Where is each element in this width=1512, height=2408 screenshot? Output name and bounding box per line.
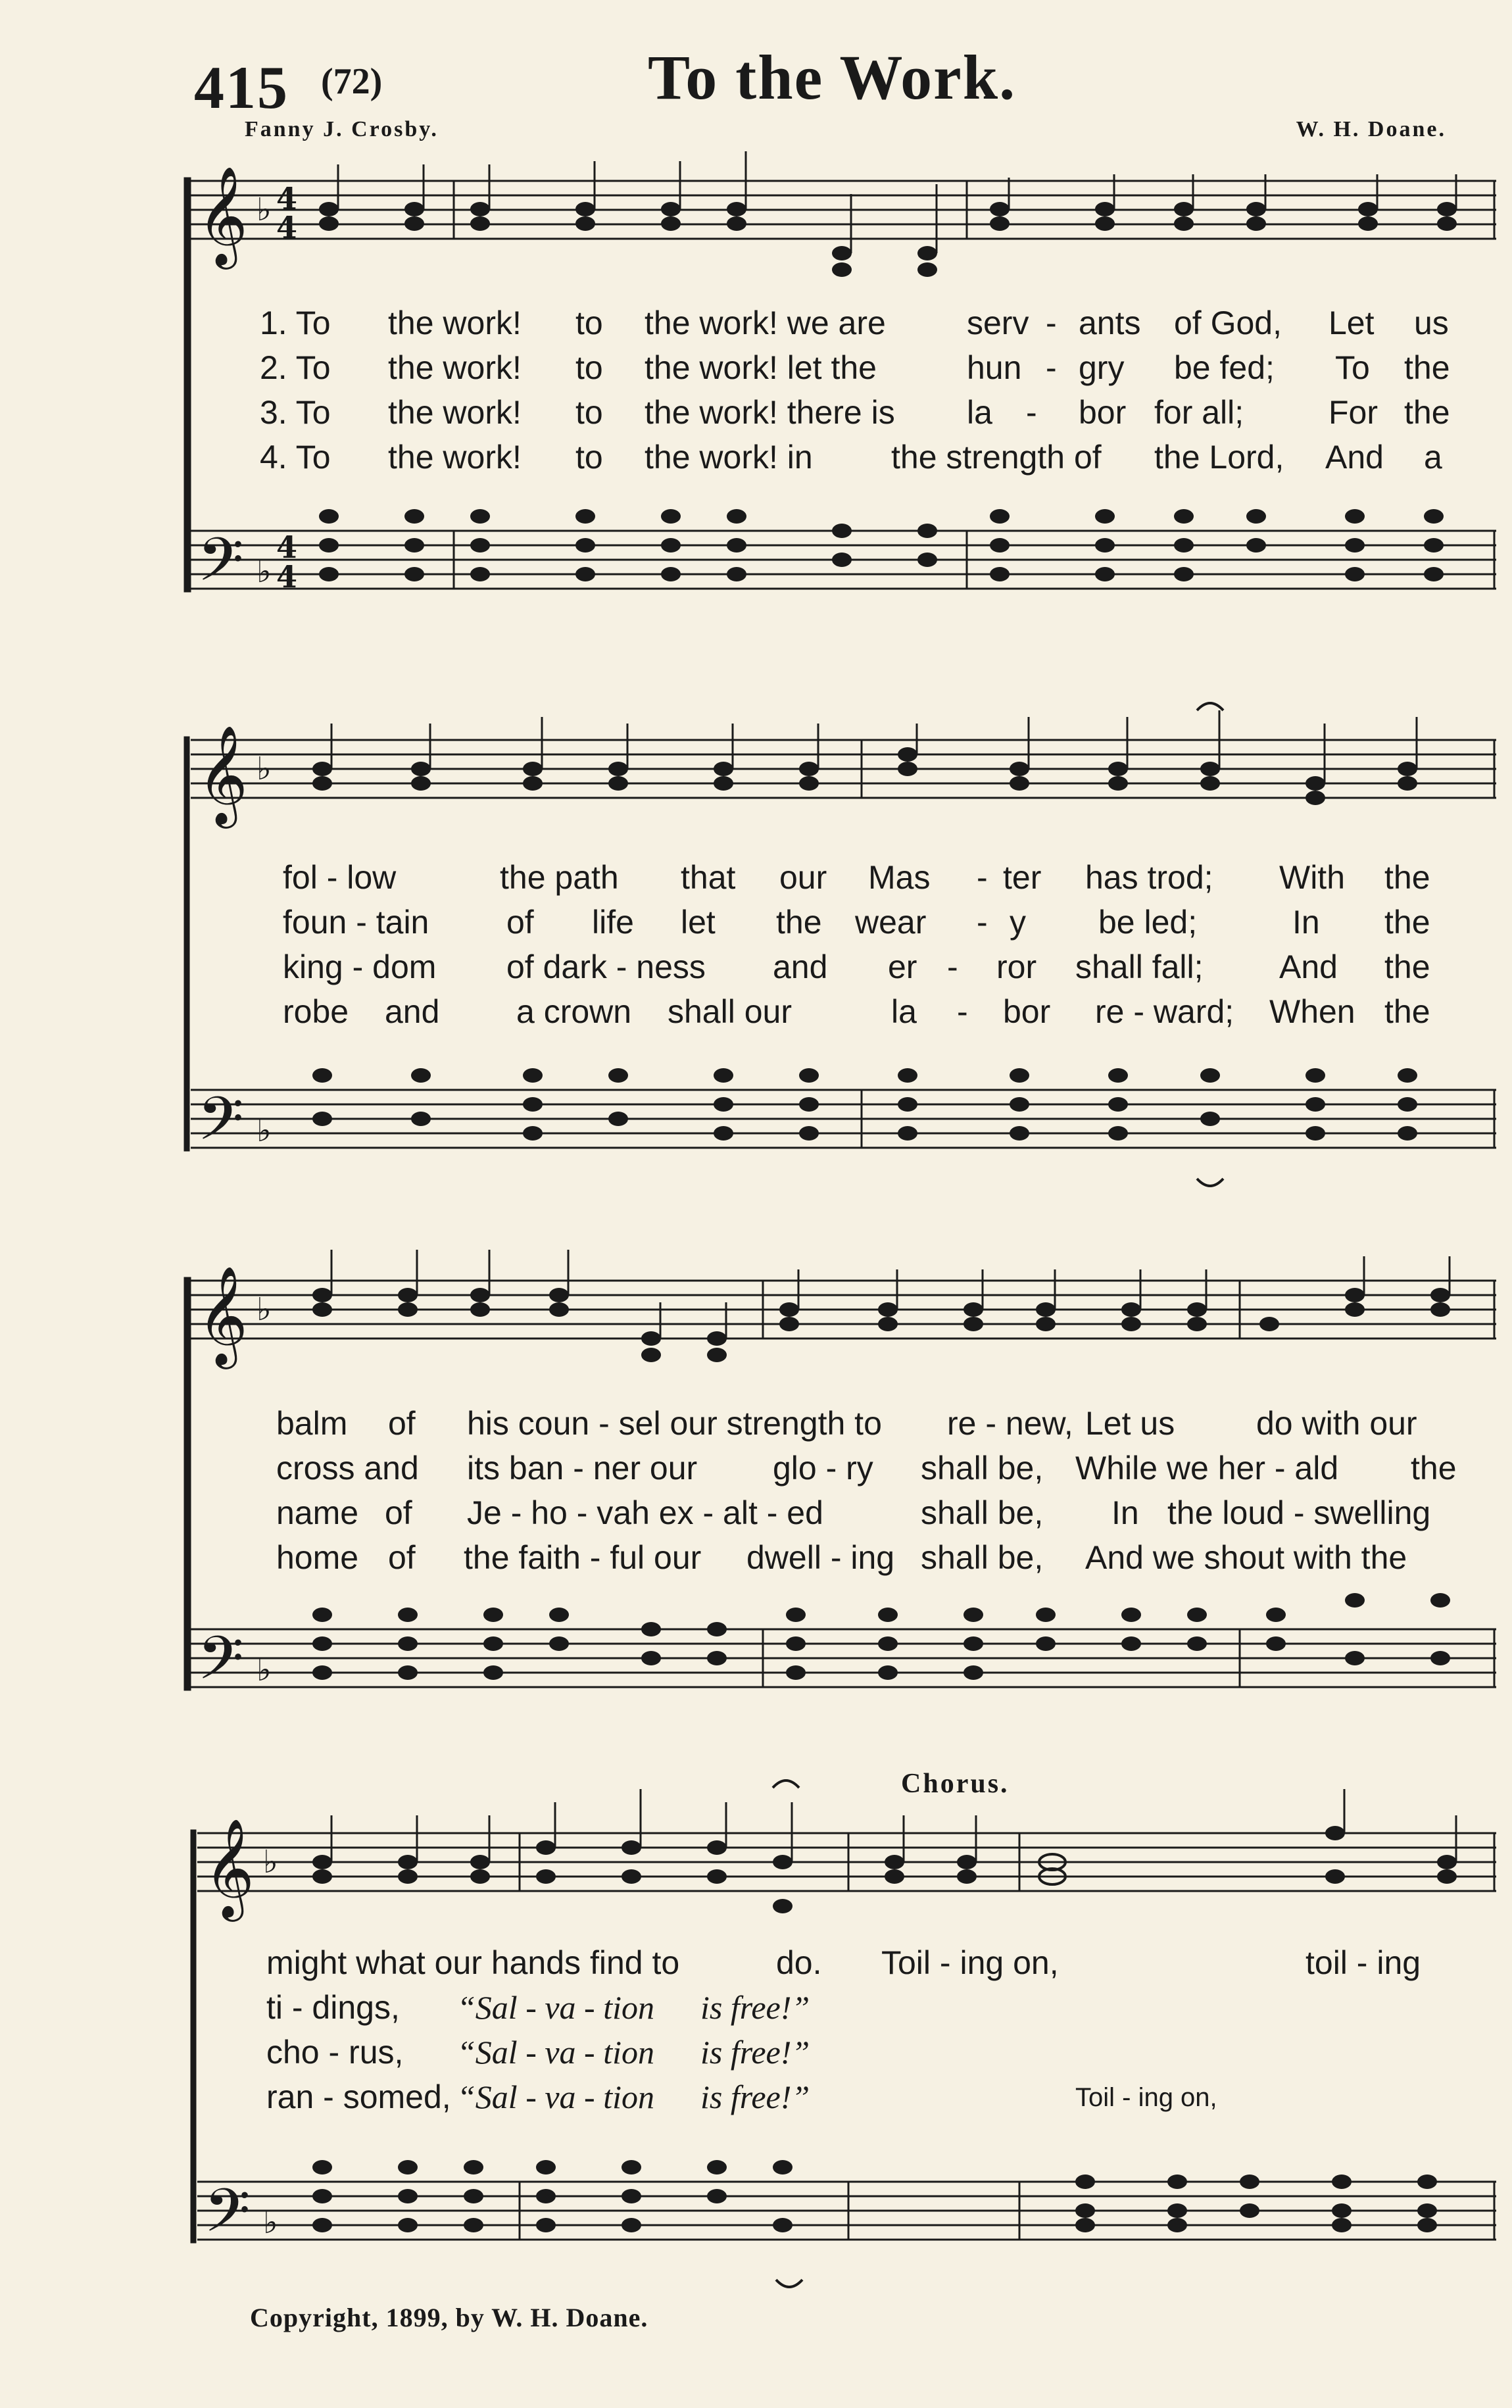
verse2-line2 (0, 903, 1512, 943)
hymn-alt-number: (72) (321, 61, 383, 102)
lyric: In (1292, 904, 1320, 941)
lyric: And (1325, 439, 1384, 476)
lyric: be led; (1098, 904, 1198, 941)
verse2-line4 (0, 1988, 1512, 2028)
svg-text:𝄢: 𝄢 (197, 1623, 244, 1708)
lyric: And we shout with the (1085, 1539, 1407, 1576)
lyric: of (388, 1405, 416, 1442)
lyric: shall be, (921, 1450, 1044, 1487)
lyric: is free!” (700, 2034, 810, 2071)
svg-text:𝄢: 𝄢 (197, 1084, 244, 1168)
lyric: to (575, 439, 603, 476)
svg-text:♭: ♭ (256, 1652, 272, 1688)
verse4-line2 (0, 993, 1512, 1032)
verse4-line4 (0, 2078, 1512, 2117)
lyric: la (967, 394, 992, 431)
svg-text:𝄢: 𝄢 (204, 2176, 251, 2260)
svg-text:4: 4 (276, 181, 298, 216)
lyric: for all; (1154, 394, 1244, 431)
lyric: the work! (388, 394, 522, 431)
lyric: Let us (1085, 1405, 1175, 1442)
hymn-composer: W. H. Doane. (1296, 117, 1446, 141)
lyric: and (385, 993, 440, 1030)
lyric: shall our (668, 993, 792, 1030)
svg-text:𝄞: 𝄞 (197, 1265, 248, 1365)
lyric: ter (1003, 859, 1042, 896)
svg-text:𝄞: 𝄞 (204, 1817, 255, 1917)
lyric: bor (1003, 993, 1051, 1030)
system4-bass-staff (197, 2182, 1496, 2240)
lyric: the Lord, (1154, 439, 1284, 476)
lyric: re - new, (947, 1405, 1073, 1442)
system2-bass-staff (191, 1090, 1496, 1148)
lyric: of (506, 904, 534, 941)
lyric: toil - ing (1305, 1944, 1421, 1981)
lyric: has trod; (1085, 859, 1213, 896)
lyric: of (385, 1494, 412, 1531)
lyric: let (681, 904, 716, 941)
verse1-line3 (0, 1404, 1512, 1444)
lyric: cho - rus, (266, 2034, 404, 2071)
lyric: With (1279, 859, 1345, 896)
lyric: might what our hands find to (266, 1944, 680, 1981)
lyric: - (1026, 394, 1037, 431)
lyric: the faith - ful our (464, 1539, 702, 1576)
hymn-number: 415 (194, 54, 289, 121)
svg-text:𝄞: 𝄞 (197, 724, 248, 824)
lyric: “Sal - va - tion (457, 1989, 654, 2026)
lyric: the work! we are (645, 305, 886, 341)
lyric: the (1404, 349, 1450, 386)
lyric: dwell - ing (746, 1539, 895, 1576)
lyric: shall be, (921, 1539, 1044, 1576)
lyric: ror (996, 948, 1037, 985)
svg-text:𝄞: 𝄞 (197, 165, 248, 265)
lyric: hun (967, 349, 1022, 386)
lyric: and (773, 948, 828, 985)
lyric: Let (1329, 305, 1375, 341)
verse1-line2 (0, 858, 1512, 898)
lyric: the path (500, 859, 619, 896)
lyric: ti - dings, (266, 1989, 400, 2026)
lyric: its ban - ner our (467, 1450, 698, 1487)
lyric: the strength of (891, 439, 1102, 476)
svg-text:♭: ♭ (256, 1112, 272, 1149)
lyric: our (779, 859, 827, 896)
lyric: the work! (388, 349, 522, 386)
lyric: “Sal - va - tion (457, 2034, 654, 2071)
svg-text:♭: ♭ (256, 1291, 272, 1328)
lyric: is free!” (700, 2078, 810, 2115)
lyric: - (977, 904, 988, 941)
lyric: Mas (868, 859, 931, 896)
lyric: balm (276, 1405, 348, 1442)
lyric: the work! (388, 439, 522, 476)
chorus-label: Chorus. (901, 1769, 1010, 1799)
svg-text:𝄢: 𝄢 (197, 525, 244, 609)
svg-text:♭: ♭ (263, 1844, 278, 1880)
lyric: a (1424, 439, 1442, 476)
lyric: do with our (1256, 1405, 1417, 1442)
lyric: Je - ho - vah ex - alt - ed (467, 1494, 823, 1531)
lyric: the (1384, 904, 1430, 941)
lyric: king - dom (283, 948, 437, 985)
hymn-author: Fanny J. Crosby. (245, 117, 439, 141)
lyric: la (891, 993, 917, 1030)
verse3-line3 (0, 1494, 1512, 1533)
lyric: us (1414, 305, 1449, 341)
svg-text:4: 4 (276, 529, 298, 565)
verse3-line1 (0, 393, 1512, 433)
lyric: 3. To (260, 394, 331, 431)
lyric: shall be, (921, 1494, 1044, 1531)
lyric: gry (1079, 349, 1125, 386)
lyric: the work! (388, 305, 522, 341)
verse2-line1 (0, 349, 1512, 388)
lyric: a crown (516, 993, 632, 1030)
verse4-line1 (0, 438, 1512, 478)
svg-text:♭: ♭ (263, 2204, 278, 2241)
svg-text:4: 4 (276, 559, 298, 595)
verse3-line2 (0, 948, 1512, 987)
lyric: - (1046, 349, 1057, 386)
lyric: er (888, 948, 917, 985)
verse2-line3 (0, 1449, 1512, 1488)
verse4-line3 (0, 1538, 1512, 1578)
lyric: “Sal - va - tion (457, 2078, 654, 2115)
lyric: ants (1079, 305, 1141, 341)
system3-bass-staff (191, 1629, 1496, 1687)
svg-text:4: 4 (276, 210, 298, 245)
lyric: While we her - ald (1075, 1450, 1339, 1487)
lyric: wear (855, 904, 927, 941)
lyric: ran - somed, (266, 2078, 451, 2115)
lyric: the loud - swelling (1167, 1494, 1431, 1531)
lyric: the (1384, 948, 1430, 985)
lyric: of (388, 1539, 416, 1576)
lyric: serv (967, 305, 1029, 341)
lyric: name (276, 1494, 359, 1531)
lyric: glo - ry (773, 1450, 873, 1487)
lyric: re - ward; (1095, 993, 1234, 1030)
lyric: - (1046, 305, 1057, 341)
lyric: the (1404, 394, 1450, 431)
lyric: - (977, 859, 988, 896)
lyric: 4. To (260, 439, 331, 476)
lyric: the (776, 904, 822, 941)
lyric: of God, (1174, 305, 1282, 341)
lyric: 2. To (260, 349, 331, 386)
lyric: home (276, 1539, 359, 1576)
lyric: To (1335, 349, 1370, 386)
lyric: that (681, 859, 736, 896)
lyric: the (1384, 859, 1430, 896)
svg-text:♭: ♭ (256, 553, 272, 590)
lyric: the (1411, 1450, 1457, 1487)
lyric: is free!” (700, 1989, 810, 2026)
verse3-line4 (0, 2033, 1512, 2073)
lyric: robe (283, 993, 349, 1030)
system3-treble-staff (191, 1281, 1496, 1339)
lyric: to (575, 394, 603, 431)
lyric: fol - low (283, 859, 397, 896)
lyric: Toil - ing on, (881, 1944, 1059, 1981)
svg-text:♭: ♭ (256, 750, 272, 787)
lyric: do. (776, 1944, 822, 1981)
lyric: life (592, 904, 634, 941)
lyric: bor (1079, 394, 1127, 431)
verse1-line1 (0, 304, 1512, 343)
lyric: the work! there is (645, 394, 895, 431)
lyric: - (957, 993, 968, 1030)
copyright-notice: Copyright, 1899, by W. H. Doane. (250, 2303, 648, 2332)
lyric: 1. To (260, 305, 331, 341)
lyric: the (1384, 993, 1430, 1030)
verse1-line4 (0, 1944, 1512, 1983)
lyric: When (1269, 993, 1355, 1030)
lyric: And (1279, 948, 1338, 985)
lyric: cross and (276, 1450, 419, 1487)
system4-treble-staff (197, 1833, 1496, 1891)
lyric: shall fall; (1075, 948, 1204, 985)
lyric: of dark - ness (506, 948, 706, 985)
lyric: foun - tain (283, 904, 429, 941)
lyric: be fed; (1174, 349, 1275, 386)
lyric: - (947, 948, 958, 985)
lyric: y (1010, 904, 1026, 941)
lyric: Toil - ing on, (1075, 2083, 1217, 2112)
lyric: the work! let the (645, 349, 877, 386)
lyric: the work! in (645, 439, 813, 476)
system2-treble-staff (191, 740, 1496, 798)
svg-text:♭: ♭ (256, 191, 272, 228)
lyric: In (1111, 1494, 1139, 1531)
lyric: his coun - sel our strength to (467, 1405, 882, 1442)
lyric: to (575, 349, 603, 386)
lyric: to (575, 305, 603, 341)
system1-treble-staff (191, 181, 1496, 239)
hymn-title: To the Work. (648, 42, 1017, 112)
lyric: For (1329, 394, 1378, 431)
